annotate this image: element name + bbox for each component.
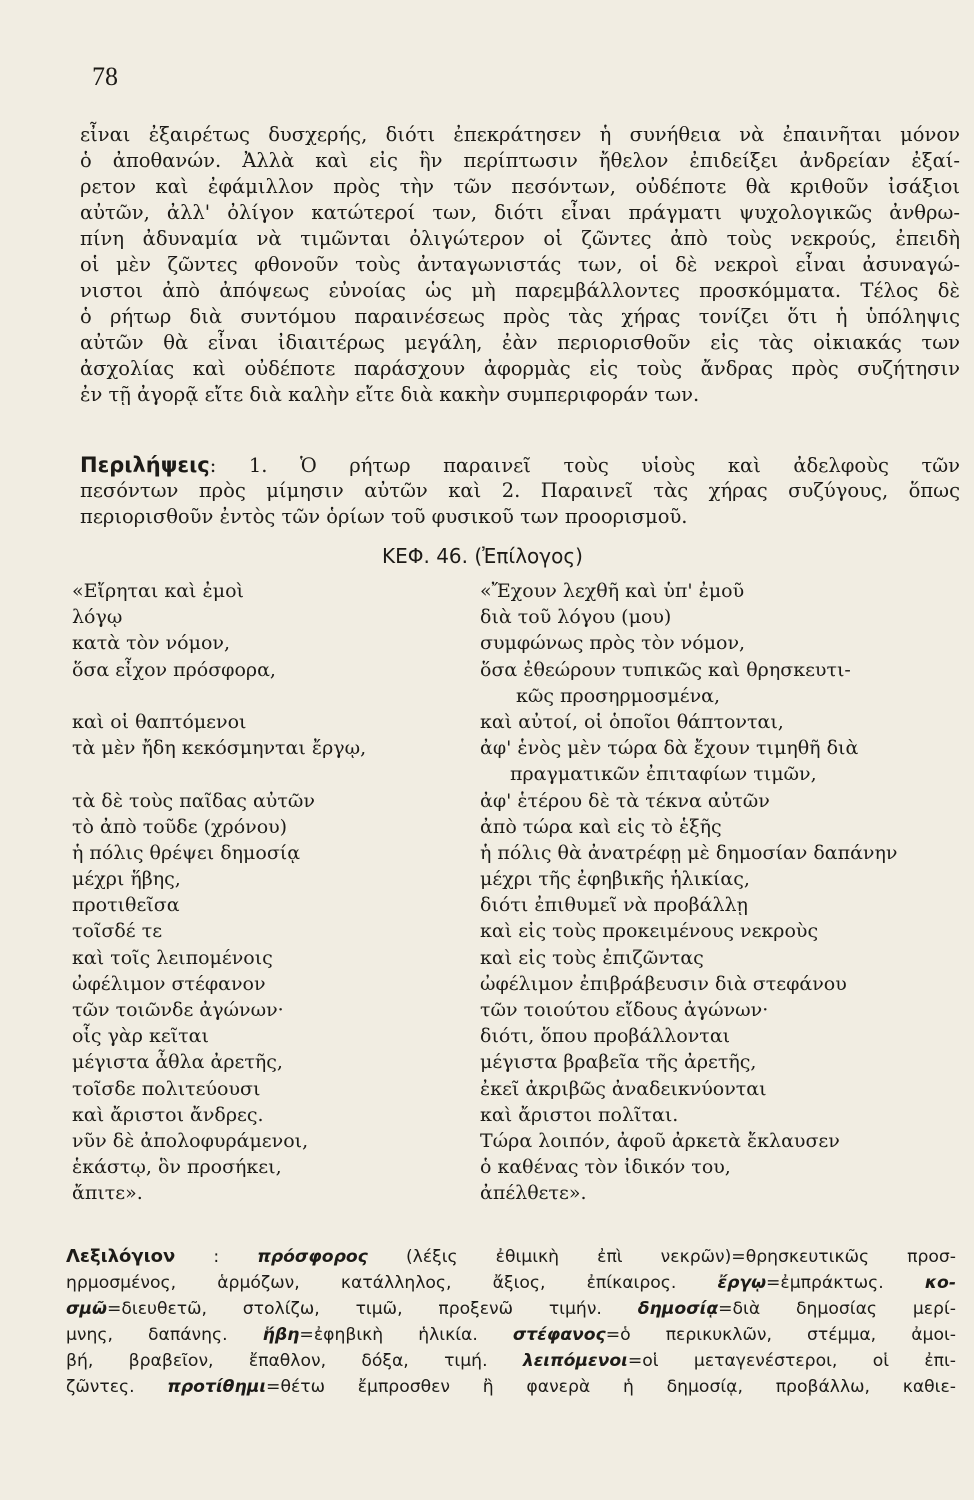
glossary-term: δημοσίᾳ: [637, 1299, 719, 1319]
translation-line: ὅσα ἐθεώρουν τυπικῶς καὶ θρησκευτι-: [480, 658, 851, 681]
glossary-text: =οἱ μεταγενέστεροι, οἱ ἐπι-: [627, 1351, 956, 1371]
paragraph-line: εἶναι ἐξαιρέτως δυσχερής, διότι ἐπεκράτησεν ἡ συνήθεια νὰ ἐπαινῆται μόνον: [80, 123, 960, 146]
translation-line: συμφώνως πρὸς τὸν νόμον,: [480, 632, 746, 655]
summary-line: περιορισθοῦν ἐντὸς τῶν ὁρίων τοῦ φυσικοῦ των προορισμοῦ.: [80, 505, 688, 528]
greek-line: μέχρι ἥβης,: [72, 868, 181, 891]
paragraph-line: ἀσχολίας καὶ οὐδέποτε παράσχουν ἀφορμὰς εἰς τοὺς ἄνδρας πρὸς συζήτησιν: [80, 357, 960, 380]
greek-line-spacer: [72, 683, 472, 709]
greek-line: τῶν τοιῶνδε ἀγώνων·: [72, 999, 284, 1021]
glossary-text: =διευθετῶ, στολίζω, τιμῶ, προξενῶ τιμήν.: [106, 1299, 638, 1319]
greek-line: ἑκάστῳ, ὃν προσήκει,: [72, 1156, 282, 1179]
paragraph-line: οἱ μὲν ζῶντες φθονοῦν τοὺς ἀνταγωνιστάς των, οἱ δὲ νεκροὶ εἶναι ἀσυναγώ-: [80, 253, 960, 276]
glossary-text: =ἐφηβικὴ ἡλικία.: [299, 1325, 513, 1345]
paragraph-line: ὁ ρήτωρ διὰ συντόμου παραινέσεως πρὸς τὰς χήρας τονίζει ὅτι ἡ ὑπόληψις: [80, 305, 960, 328]
paragraph-line: ρετον καὶ ἐφάμιλλον πρὸς τὴν τῶν πεσόντων, οὐδέποτε θὰ κριθοῦν ἰσάξιοι: [80, 175, 960, 198]
greek-line: κατὰ τὸν νόμον,: [72, 632, 230, 655]
glossary-text: βή, βραβεῖον, ἔπαθλον, δόξα, τιμή.: [66, 1351, 523, 1371]
translation-line: διότι ἐπιθυμεῖ νὰ προβάλλῃ: [480, 894, 748, 917]
glossary-text: :: [175, 1247, 258, 1267]
summary-heading: Περιλήψεις: [80, 453, 210, 477]
summary-section: [80, 452, 960, 530]
glossary-term: κο-: [924, 1273, 956, 1293]
paragraph-line: αὐτῶν, ἀλλ' ὀλίγον κατώτεροί των, διότι εἶναι πράγματι ψυχολογικῶς ἀνθρω-: [80, 201, 960, 224]
glossary-term: προτίθημι: [167, 1377, 267, 1397]
glossary-term: πρόσφορος: [257, 1247, 368, 1267]
translation-line: ἀπέλθετε».: [480, 1182, 587, 1205]
translation-line: ἐκεῖ ἀκριβῶς ἀναδεικνύονται: [480, 1077, 767, 1100]
glossary-term: λειπόμενοι: [522, 1351, 628, 1371]
greek-line: τὰ δὲ τοὺς παῖδας αὐτῶν: [72, 789, 315, 812]
translation-line: μέχρι τῆς ἐφηβικῆς ἡλικίας,: [480, 868, 750, 891]
summary-line: πεσόντων πρὸς μίμησιν αὐτῶν καὶ 2. Παραινεῖ τὰς χήρας συζύγους, ὅπως: [80, 479, 960, 502]
greek-line: καὶ οἱ θαπτόμενοι: [72, 710, 247, 733]
translation-line: «Ἔχουν λεχθῆ καὶ ὑπ' ἐμοῦ: [480, 580, 745, 602]
glossary-term: σμῶ: [66, 1299, 107, 1319]
glossary-text: =ὁ περικυκλῶν, στέμμα, ἀμοι-: [605, 1325, 956, 1345]
translation-line: καὶ ἄριστοι πολῖται.: [480, 1103, 679, 1126]
paragraph-line: ὁ ἀποθανών. Ἀλλὰ καὶ εἰς ἣν περίπτωσιν ἤθελον ἐπιδείξει ἀνδρείαν ἐξαί-: [80, 149, 960, 172]
glossary-text: (λέξις ἐθιμικὴ ἐπὶ νεκρῶν)=θρησκευτικῶς προσ-: [367, 1247, 957, 1267]
translation-line: ἡ πόλις θὰ ἀνατρέφῃ μὲ δημοσίαν δαπάνην: [480, 841, 898, 864]
greek-line: καὶ ἄριστοι ἄνδρες.: [72, 1103, 264, 1126]
greek-line: προτιθεῖσα: [72, 894, 180, 917]
chapter-title: ΚΕΦ. 46. (Ἐπίλογος): [382, 544, 583, 568]
translation-line: τῶν τοιούτου εἴδους ἀγώνων·: [480, 999, 769, 1021]
greek-line: τοῖσδέ τε: [72, 920, 163, 943]
glossary-text: =θέτω ἔμπροσθεν ἢ φανερὰ ἡ δημοσίᾳ, προβάλλω, καθιε-: [266, 1377, 956, 1397]
greek-line: μέγιστα ἆθλα ἀρετῆς,: [72, 1051, 283, 1074]
translation-line: Τώρα λοιπόν, ἀφοῦ ἀρκετὰ ἔκλαυσεν: [480, 1129, 840, 1152]
translation-line: ἀπὸ τώρα καὶ εἰς τὸ ἑξῆς: [480, 815, 722, 838]
greek-line: λόγῳ: [72, 606, 123, 629]
greek-line: ἡ πόλις θρέψει δημοσίᾳ: [72, 841, 301, 864]
translation-line: καὶ αὐτοί, οἱ ὁποῖοι θάπτονται,: [480, 710, 784, 733]
translation-line: μέγιστα βραβεῖα τῆς ἀρετῆς,: [480, 1051, 757, 1074]
greek-line: τοῖσδε πολιτεύουσι: [72, 1077, 261, 1100]
greek-line: τὸ ἀπὸ τοῦδε (χρόνου): [72, 815, 288, 838]
translation-line: ἀφ' ἑνὸς μὲν τώρα δὰ ἔχουν τιμηθῆ διὰ: [480, 737, 859, 760]
paragraph-line: νιστοι ἀπὸ ἀπόψεως εὐνοίας ὡς μὴ παρεμβάλλοντες προσκόμματα. Τέλος δὲ: [80, 279, 960, 302]
translation-line: ὠφέλιμον ἐπιβράβευσιν διὰ στεφάνου: [480, 972, 847, 995]
greek-line-spacer: [72, 761, 472, 787]
translation-line: καὶ εἰς τοὺς ἐπιζῶντας: [480, 946, 704, 969]
page-number: 78: [92, 62, 118, 91]
glossary-text: =διὰ δημοσίας μερί-: [718, 1299, 956, 1319]
greek-text-column: [72, 578, 472, 1207]
translation-line: ἀφ' ἑτέρου δὲ τὰ τέκνα αὐτῶν: [480, 789, 770, 812]
glossary-term: στέφανος: [512, 1325, 606, 1345]
greek-line: ὅσα εἶχον πρόσφορα,: [72, 658, 276, 681]
translation-line: ὁ καθένας τὸν ἰδικόν του,: [480, 1156, 731, 1179]
greek-line: «Εἴρηται καὶ ἐμοὶ: [72, 580, 244, 602]
glossary-text: =ἐμπράκτως.: [766, 1273, 925, 1293]
glossary-text: ηρμοσμένος, ἁρμόζων, κατάλληλος, ἄξιος, ἐπίκαιρος.: [66, 1273, 718, 1293]
greek-line: καὶ τοῖς λειπομένοις: [72, 946, 273, 969]
translation-column: [480, 578, 960, 1207]
glossary-text: μνης, δαπάνης.: [66, 1325, 263, 1345]
translation-line: καὶ εἰς τοὺς προκειμένους νεκροὺς: [480, 920, 819, 943]
greek-line: ὠφέλιμον στέφανον: [72, 972, 266, 995]
glossary-term: ἔργῳ: [717, 1273, 767, 1293]
translation-line: διὰ τοῦ λόγου (μου): [480, 606, 672, 629]
paragraph-line: αὐτῶν θὰ εἶναι ἰδιαιτέρως μεγάλη, ἐὰν περιορισθοῦν εἰς τὰς οἰκιακάς των: [80, 331, 960, 354]
paragraph-line: ἐν τῇ ἀγορᾷ εἴτε διὰ καλὴν εἴτε διὰ κακὴν συμπεριφοράν των.: [80, 383, 700, 406]
translation-line: κῶς προσηρμοσμένα,: [516, 684, 721, 707]
translation-line: διότι, ὅπου προβάλλονται: [480, 1025, 731, 1048]
greek-line: νῦν δὲ ἀπολοφυράμενοι,: [72, 1129, 309, 1152]
summary-line: : 1. Ὁ ρήτωρ παραινεῖ τοὺς υἱοὺς καὶ ἀδελφοὺς τῶν: [209, 454, 960, 477]
greek-line: οἷς γὰρ κεῖται: [72, 1025, 209, 1048]
paragraph-line: πίνη ἀδυναμία νὰ τιμῶνται ὀλιγώτερον οἱ ζῶντες ἀπὸ τοὺς νεκρούς, ἐπειδὴ: [80, 227, 960, 250]
translation-line: πραγματικῶν ἐπιταφίων τιμῶν,: [510, 763, 817, 786]
glossary-text: ζῶντες.: [66, 1377, 168, 1397]
glossary-term: ἥβη: [262, 1325, 300, 1345]
greek-line: ἄπιτε».: [72, 1182, 143, 1205]
greek-line: τὰ μὲν ἤδη κεκόσμηνται ἔργῳ,: [72, 737, 367, 760]
glossary-section: [66, 1244, 956, 1400]
commentary-paragraph: [80, 122, 960, 408]
glossary-heading: Λεξιλόγιον: [66, 1246, 176, 1267]
